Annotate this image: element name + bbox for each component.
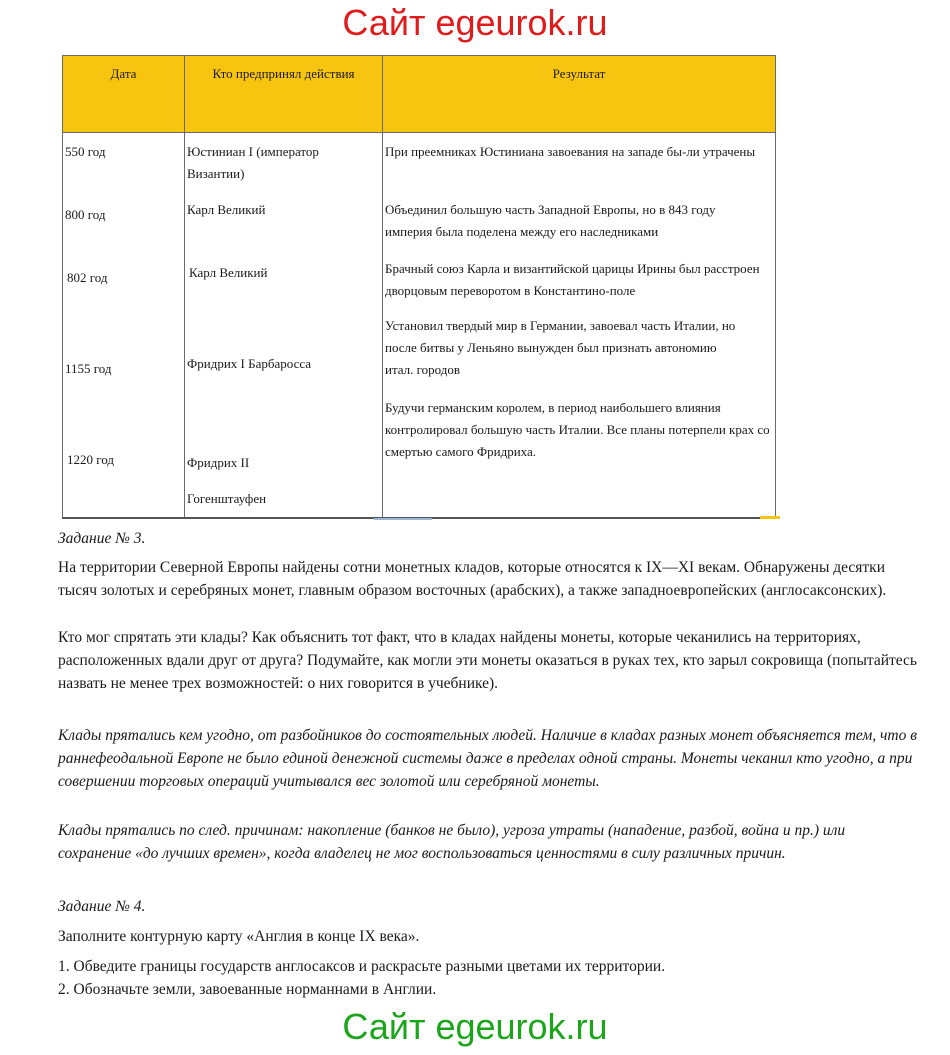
result-cell: Брачный союз Карла и византийской царицы Ирины был расстроен дворцовым переворотом в Константино-поле bbox=[385, 261, 760, 298]
who-cell: Карл Великий bbox=[189, 265, 268, 280]
task4-item: 2. Обозначьте земли, завоеванные норманнами в Англии. bbox=[58, 981, 437, 998]
date-cell: 550 год bbox=[65, 144, 106, 159]
date-cell: 802 год bbox=[67, 270, 108, 285]
task3-heading: Задание № 3. bbox=[58, 530, 146, 547]
result-cell: При преемниках Юстиниана завоевания на западе бы-ли утрачены bbox=[385, 144, 756, 159]
header-date: Дата bbox=[63, 56, 185, 133]
who-cell: Фридрих II Гогенштауфен bbox=[187, 455, 267, 506]
divider-line bbox=[374, 518, 432, 520]
date-column bbox=[63, 133, 185, 519]
result-cell: Установил твердый мир в Германии, завоевал часть Италии, но после битвы у Леньяно вынужден был признать автономию итал. городов bbox=[385, 318, 736, 377]
task3-question-p1: На территории Северной Европы найдены сотни монетных кладов, которые относятся к IX—XI векам. Обнаружены десятки тысяч золотых и серебряных монет, главным образом восточных (арабских), а также западноевропейских (англосаксонских). bbox=[58, 559, 887, 599]
task3-answer-p2: Клады прятались по след. причинам: накопление (банков не было), угроза утраты (нападение, разбой, война и пр.) или сохранение «до лучших времен», когда владелец не мог воспользоваться ценностями в силу различных причин. bbox=[58, 822, 846, 862]
who-cell: Фридрих I Барбаросса bbox=[187, 356, 312, 371]
who-column bbox=[185, 133, 383, 519]
task4-heading: Задание № 4. bbox=[58, 898, 146, 915]
divider-line bbox=[760, 516, 780, 519]
header-who: Кто предпринял действия bbox=[185, 56, 383, 133]
history-table bbox=[62, 55, 776, 519]
table-header-row bbox=[63, 56, 776, 133]
task4-item: 1. Обведите границы государств англосаксов и раскрасьте разными цветами их территории. bbox=[58, 958, 666, 975]
result-column bbox=[383, 133, 776, 519]
result-cell: Будучи германским королем, в период наибольшего влияния контролировал большую часть Италии. Все планы потерпели крах со смертью самого Фридриха. bbox=[385, 400, 770, 459]
who-cell: Юстиниан I (император Византии) bbox=[187, 144, 319, 181]
task3-question-p2: Кто мог спрятать эти клады? Как объяснить тот факт, что в кладах найдены монеты, которые чеканились на территориях, расположенных вдали друг от друга? Подумайте, как могли эти монеты оказаться в руках тех, кто зарыл сокровища (попытайтесь назвать не менее трех возможностей: о них говорится в учебнике). bbox=[58, 629, 917, 692]
who-cell: Карл Великий bbox=[187, 202, 266, 217]
result-cell: Объединил большую часть Западной Европы, но в 843 году империя была поделена между его наследниками bbox=[385, 202, 716, 239]
task4-instruction: Заполните контурную карту «Англия в конце IX века». bbox=[58, 928, 420, 945]
header-result: Результат bbox=[383, 56, 776, 133]
task3-answer-p1: Клады прятались кем угодно, от разбойников до состоятельных людей. Наличие в кладах разных монет объясняется тем, что в раннефеодальной Европе не было единой денежной системы даже в пределах одной страны. Монеты чеканил кто угодно, а при совершении торговых операций учитывался вес золотой или серебряной монеты. bbox=[58, 727, 917, 790]
site-watermark-bottom: Сайт egeurok.ru bbox=[342, 1006, 608, 1047]
date-cell: 1220 год bbox=[67, 452, 114, 467]
date-cell: 800 год bbox=[65, 207, 106, 222]
site-watermark-top: Сайт egeurok.ru bbox=[342, 2, 608, 43]
date-cell: 1155 год bbox=[65, 361, 112, 376]
table-body bbox=[63, 133, 776, 519]
